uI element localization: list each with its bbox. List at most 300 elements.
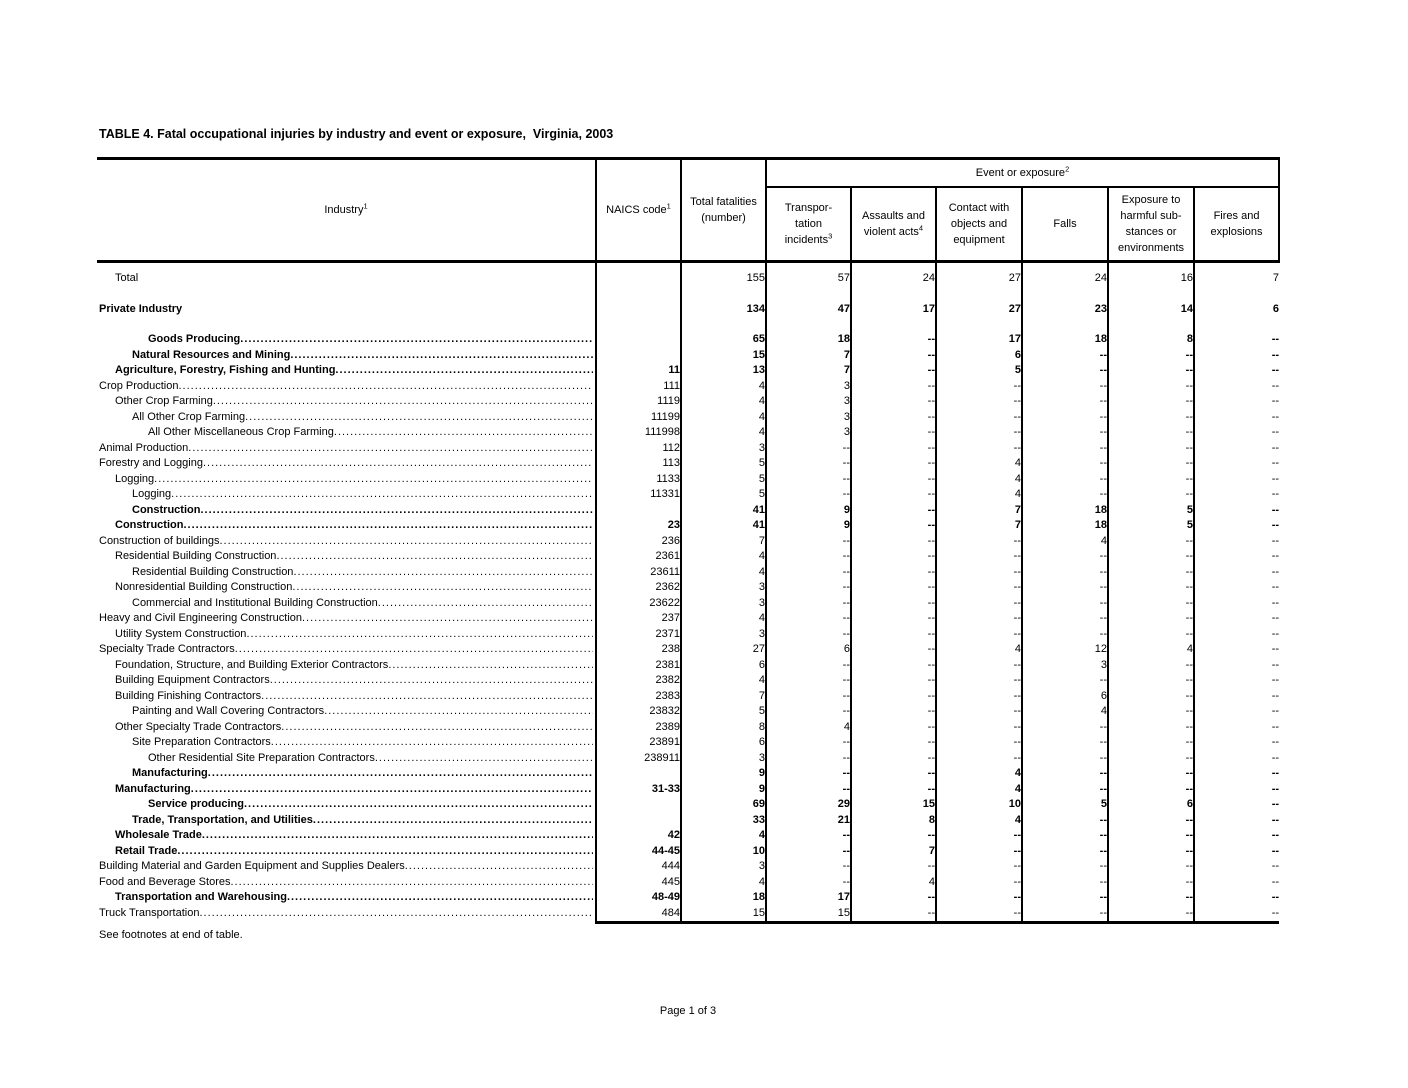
value-cell-assaults: -- [851, 394, 936, 410]
table-row [97, 844, 1279, 860]
value-cell-exposure: -- [1108, 751, 1194, 767]
dot-leader [334, 425, 593, 441]
dot-leader [203, 456, 593, 472]
value-cell-assaults: -- [851, 751, 936, 767]
value-cell-contact: 5 [936, 363, 1022, 379]
industry-label: Building Finishing Contractors [115, 689, 262, 702]
value-cell-assaults: 4 [851, 875, 936, 891]
value-cell-assaults: -- [851, 425, 936, 441]
industry-label: Nonresidential Building Construction [115, 581, 293, 593]
value-cell-exposure: -- [1108, 596, 1194, 612]
footnote-marker-3: 3 [828, 231, 833, 241]
table-row [97, 720, 1279, 736]
value-cell-fires: -- [1194, 704, 1279, 720]
naics-cell: 238911 [596, 751, 681, 767]
value-cell-transportation: 9 [766, 518, 851, 534]
industry-cell [97, 332, 596, 348]
value-cell-exposure: -- [1108, 813, 1194, 829]
dot-leader [324, 704, 593, 720]
value-cell-contact: -- [936, 673, 1022, 689]
value-cell-total: 7 [681, 534, 766, 550]
value-cell-fires: -- [1194, 596, 1279, 612]
naics-cell: 1119 [596, 394, 681, 410]
value-cell-exposure: -- [1108, 472, 1194, 488]
value-cell-transportation: -- [766, 487, 851, 503]
value-cell-exposure: -- [1108, 456, 1194, 472]
value-cell-falls: 4 [1022, 704, 1108, 720]
industry-cell-content [97, 503, 595, 519]
value-cell-total: 4 [681, 410, 766, 426]
dot-leader [246, 627, 593, 643]
value-cell-total: 4 [681, 549, 766, 565]
col-header-event-group [766, 159, 1279, 188]
spacer-cell [1194, 262, 1279, 272]
industry-cell [97, 487, 596, 503]
value-cell-falls: -- [1022, 627, 1108, 643]
industry-cell-content [97, 859, 595, 875]
industry-label: Trade, Transportation, and Utilities [132, 813, 313, 826]
industry-cell-content [97, 735, 595, 751]
naics-cell: 23 [596, 518, 681, 534]
value-cell-total: 15 [681, 348, 766, 364]
value-cell-total: 41 [681, 503, 766, 519]
value-cell-fires: -- [1194, 689, 1279, 705]
value-cell-exposure: -- [1108, 689, 1194, 705]
value-cell-total: 6 [681, 658, 766, 674]
industry-label: Forestry and Logging [99, 457, 203, 469]
dot-leader [290, 348, 593, 364]
naics-cell: 23622 [596, 596, 681, 612]
value-cell-total: 134 [681, 302, 766, 318]
industry-cell-content [97, 332, 595, 348]
col-header-total-line1: Total fatalities [690, 196, 757, 208]
value-cell-assaults: -- [851, 720, 936, 736]
industry-cell [97, 828, 596, 844]
col-header-industry [97, 159, 596, 262]
value-cell-assaults: -- [851, 503, 936, 519]
header-row-1 [97, 159, 1279, 188]
value-cell-transportation: -- [766, 828, 851, 844]
value-cell-exposure: 16 [1108, 271, 1194, 287]
industry-label: Natural Resources and Mining [132, 348, 291, 361]
value-cell-exposure: -- [1108, 379, 1194, 395]
dot-leader [202, 828, 593, 844]
naics-cell: 445 [596, 875, 681, 891]
table-row [97, 565, 1279, 581]
value-cell-exposure: 5 [1108, 503, 1194, 519]
industry-cell-content [97, 704, 595, 720]
value-cell-assaults: 17 [851, 302, 936, 318]
value-cell-contact: -- [936, 751, 1022, 767]
value-cell-contact: -- [936, 875, 1022, 891]
naics-cell [596, 348, 681, 364]
value-cell-falls: -- [1022, 782, 1108, 798]
value-cell-assaults: -- [851, 410, 936, 426]
value-cell-transportation: -- [766, 689, 851, 705]
value-cell-contact: 4 [936, 487, 1022, 503]
value-cell-exposure: -- [1108, 735, 1194, 751]
col-header-total-line2: (number) [701, 212, 746, 224]
value-cell-assaults: -- [851, 332, 936, 348]
value-cell-exposure: -- [1108, 441, 1194, 457]
dot-leader [378, 596, 593, 612]
industry-cell [97, 766, 596, 782]
table-title-text: TABLE 4. Fatal occupational injuries by industry and event or exposure, Virginia, 2003 [99, 127, 614, 141]
value-cell-exposure: -- [1108, 425, 1194, 441]
naics-cell: 31-33 [596, 782, 681, 798]
value-cell-falls: -- [1022, 751, 1108, 767]
footnote-marker-2: 2 [1065, 164, 1070, 174]
table-row [97, 503, 1279, 519]
naics-cell [596, 503, 681, 519]
table-row [97, 627, 1279, 643]
dot-leader [261, 689, 593, 705]
value-cell-assaults: -- [851, 859, 936, 875]
industry-cell-content [97, 611, 595, 627]
value-cell-assaults: -- [851, 890, 936, 906]
dot-leader [293, 565, 593, 581]
value-cell-contact: 17 [936, 332, 1022, 348]
value-cell-assaults: 7 [851, 844, 936, 860]
value-cell-total: 27 [681, 642, 766, 658]
table-row [97, 766, 1279, 782]
value-cell-fires: 6 [1194, 302, 1279, 318]
dot-leader [235, 642, 593, 658]
industry-label: Construction [132, 503, 201, 516]
value-cell-assaults: -- [851, 472, 936, 488]
value-cell-contact: -- [936, 425, 1022, 441]
col-header-exposure-harmful-substances: Exposure to harmful sub- stances or environments [1108, 187, 1194, 262]
naics-cell [596, 797, 681, 813]
value-cell-assaults: -- [851, 704, 936, 720]
value-cell-transportation: 29 [766, 797, 851, 813]
table-row [97, 379, 1279, 395]
industry-cell [97, 751, 596, 767]
table-title [99, 127, 613, 141]
value-cell-total: 15 [681, 906, 766, 923]
dot-leader [281, 720, 593, 736]
value-cell-contact: -- [936, 394, 1022, 410]
value-cell-total: 155 [681, 271, 766, 287]
table-row [97, 410, 1279, 426]
value-cell-assaults: -- [851, 642, 936, 658]
value-cell-falls: 18 [1022, 332, 1108, 348]
value-cell-exposure: -- [1108, 348, 1194, 364]
industry-cell [97, 875, 596, 891]
value-cell-total: 3 [681, 751, 766, 767]
industry-label: Manufacturing [132, 767, 208, 779]
industry-cell [97, 302, 596, 318]
spacer-cell [936, 287, 1022, 302]
industry-cell-content [97, 875, 595, 891]
spacer-cell [851, 262, 936, 272]
industry-cell [97, 394, 596, 410]
value-cell-transportation: -- [766, 611, 851, 627]
value-cell-falls: 18 [1022, 503, 1108, 519]
value-cell-transportation: -- [766, 565, 851, 581]
industry-cell-content [97, 518, 595, 534]
value-cell-contact: -- [936, 441, 1022, 457]
value-cell-exposure: -- [1108, 394, 1194, 410]
industry-label: Logging [132, 488, 172, 500]
value-cell-assaults: -- [851, 673, 936, 689]
spacer-cell [851, 287, 936, 302]
value-cell-exposure: -- [1108, 828, 1194, 844]
industry-label: Private Industry [99, 302, 183, 315]
col-header-total-fatalities [681, 159, 766, 262]
industry-label: Agriculture, Forestry, Fishing and Hunting [115, 364, 336, 376]
value-cell-assaults: -- [851, 487, 936, 503]
naics-cell: 23832 [596, 704, 681, 720]
industry-cell [97, 704, 596, 720]
table-row [97, 782, 1279, 798]
spacer-cell [1194, 287, 1279, 302]
dot-leader [171, 487, 593, 503]
dot-leader [405, 859, 593, 875]
spacer-row [97, 262, 1279, 272]
industry-cell [97, 565, 596, 581]
value-cell-exposure: -- [1108, 627, 1194, 643]
value-cell-contact: -- [936, 580, 1022, 596]
value-cell-transportation: 4 [766, 720, 851, 736]
col-header-transportation-incidents: Transpor- tation incidents$^3$ [766, 187, 851, 262]
value-cell-transportation: -- [766, 596, 851, 612]
dot-leader [188, 441, 593, 457]
value-cell-contact: 27 [936, 302, 1022, 318]
value-cell-assaults: -- [851, 379, 936, 395]
value-cell-total: 3 [681, 596, 766, 612]
value-cell-falls: -- [1022, 549, 1108, 565]
industry-label: Wholesale Trade [115, 829, 202, 841]
industry-cell [97, 735, 596, 751]
value-cell-fires: -- [1194, 813, 1279, 829]
table-row [97, 425, 1279, 441]
value-cell-transportation: -- [766, 580, 851, 596]
industry-cell [97, 611, 596, 627]
value-cell-exposure: -- [1108, 534, 1194, 550]
value-cell-falls: -- [1022, 425, 1108, 441]
naics-cell: 236 [596, 534, 681, 550]
industry-label: Foundation, Structure, and Building Exterior Contractors [115, 658, 389, 671]
footnote-marker-4: 4 [918, 223, 924, 233]
value-cell-transportation: -- [766, 704, 851, 720]
value-cell-contact: 4 [936, 782, 1022, 798]
value-cell-falls: -- [1022, 673, 1108, 689]
value-cell-fires: -- [1194, 751, 1279, 767]
industry-cell-content [97, 534, 595, 550]
value-cell-transportation: -- [766, 766, 851, 782]
naics-cell: 238 [596, 642, 681, 658]
industry-cell-content [97, 410, 595, 426]
table-row [97, 859, 1279, 875]
value-cell-exposure: -- [1108, 782, 1194, 798]
value-cell-assaults: -- [851, 348, 936, 364]
table-row [97, 875, 1279, 891]
value-cell-transportation: 3 [766, 410, 851, 426]
dot-leader [240, 332, 593, 348]
value-cell-falls: -- [1022, 906, 1108, 923]
industry-cell-content [97, 394, 595, 410]
value-cell-falls: -- [1022, 441, 1108, 457]
value-cell-assaults: -- [851, 580, 936, 596]
industry-cell [97, 890, 596, 906]
industry-cell-content [97, 363, 595, 379]
value-cell-transportation: 6 [766, 642, 851, 658]
dot-leader [208, 766, 593, 782]
spacer-cell [681, 262, 766, 272]
table-row [97, 487, 1279, 503]
value-cell-assaults: -- [851, 441, 936, 457]
industry-cell [97, 580, 596, 596]
industry-cell [97, 441, 596, 457]
industry-cell [97, 534, 596, 550]
industry-cell [97, 410, 596, 426]
value-cell-fires: -- [1194, 425, 1279, 441]
industry-cell [97, 596, 596, 612]
industry-label: Food and Beverage Stores [99, 875, 231, 888]
value-cell-contact: 7 [936, 518, 1022, 534]
dot-leader [292, 580, 593, 596]
value-cell-assaults: -- [851, 518, 936, 534]
industry-label: Other Crop Farming [115, 395, 213, 407]
industry-label: Construction [115, 519, 184, 531]
industry-cell-content [97, 549, 595, 565]
industry-label: Residential Building Construction [115, 550, 277, 562]
naics-cell: 111998 [596, 425, 681, 441]
industry-cell [97, 425, 596, 441]
value-cell-contact: 7 [936, 503, 1022, 519]
industry-label: Other Specialty Trade Contractors [115, 720, 282, 733]
value-cell-fires: -- [1194, 534, 1279, 550]
value-cell-assaults: -- [851, 596, 936, 612]
value-cell-fires: -- [1194, 565, 1279, 581]
dot-leader [230, 875, 593, 891]
industry-label: Manufacturing [115, 782, 191, 795]
value-cell-exposure: -- [1108, 859, 1194, 875]
industry-cell [97, 782, 596, 798]
industry-cell [97, 379, 596, 395]
value-cell-exposure: -- [1108, 658, 1194, 674]
value-cell-total: 4 [681, 565, 766, 581]
value-cell-contact: -- [936, 828, 1022, 844]
value-cell-exposure: -- [1108, 844, 1194, 860]
value-cell-exposure: -- [1108, 363, 1194, 379]
industry-cell-content [97, 642, 595, 658]
value-cell-total: 4 [681, 611, 766, 627]
industry-label: Site Preparation Contractors [132, 736, 271, 748]
industry-label: All Other Crop Farming [132, 410, 246, 423]
value-cell-fires: -- [1194, 394, 1279, 410]
industry-cell-content [97, 813, 595, 829]
spacer-cell [681, 287, 766, 302]
value-cell-exposure: -- [1108, 720, 1194, 736]
value-cell-contact: -- [936, 704, 1022, 720]
table-row [97, 689, 1279, 705]
dot-leader [270, 673, 593, 689]
table-row [97, 332, 1279, 348]
industry-label: Truck Transportation [99, 907, 200, 920]
value-cell-assaults: -- [851, 828, 936, 844]
value-cell-exposure: -- [1108, 611, 1194, 627]
naics-cell: 111 [596, 379, 681, 395]
col-header-assaults-violent-acts: Assaults and violent acts$^4$ [851, 187, 936, 262]
industry-cell-content [97, 782, 595, 798]
value-cell-transportation: 15 [766, 906, 851, 923]
value-cell-falls: 4 [1022, 534, 1108, 550]
dot-leader [287, 890, 593, 906]
value-cell-contact: -- [936, 735, 1022, 751]
value-cell-falls: -- [1022, 720, 1108, 736]
industry-cell [97, 797, 596, 813]
industry-cell-content [97, 673, 595, 689]
table-row [97, 751, 1279, 767]
naics-cell: 2383 [596, 689, 681, 705]
value-cell-exposure: 8 [1108, 332, 1194, 348]
naics-cell [596, 332, 681, 348]
value-cell-transportation: -- [766, 875, 851, 891]
value-cell-fires: -- [1194, 472, 1279, 488]
table-row [97, 271, 1279, 287]
col-header-naics [596, 159, 681, 262]
industry-label: All Other Miscellaneous Crop Farming [148, 426, 334, 438]
page-number: Page 1 of 3 [659, 1005, 717, 1017]
value-cell-contact: 27 [936, 271, 1022, 287]
value-cell-falls: -- [1022, 410, 1108, 426]
value-cell-total: 4 [681, 875, 766, 891]
value-cell-exposure: -- [1108, 704, 1194, 720]
industry-label: Building Material and Garden Equipment and Supplies Dealers [99, 860, 405, 872]
table-row [97, 673, 1279, 689]
industry-cell [97, 813, 596, 829]
value-cell-contact: -- [936, 596, 1022, 612]
naics-cell [596, 271, 681, 287]
value-cell-total: 33 [681, 813, 766, 829]
value-cell-contact: 4 [936, 456, 1022, 472]
value-cell-assaults: -- [851, 735, 936, 751]
spacer-cell [851, 317, 936, 332]
value-cell-falls: -- [1022, 348, 1108, 364]
industry-cell [97, 673, 596, 689]
naics-cell: 23611 [596, 565, 681, 581]
industry-label: Utility System Construction [115, 627, 247, 640]
dot-leader [388, 658, 593, 674]
spacer-cell [766, 317, 851, 332]
value-cell-exposure: 14 [1108, 302, 1194, 318]
naics-cell: 11331 [596, 487, 681, 503]
industry-label: Construction of buildings [99, 534, 220, 547]
value-cell-falls: -- [1022, 766, 1108, 782]
spacer-cell [596, 262, 681, 272]
industry-cell [97, 456, 596, 472]
value-cell-assaults: -- [851, 766, 936, 782]
value-cell-transportation: -- [766, 673, 851, 689]
value-cell-exposure: -- [1108, 410, 1194, 426]
naics-cell: 1133 [596, 472, 681, 488]
value-cell-transportation: -- [766, 627, 851, 643]
table-row [97, 611, 1279, 627]
value-cell-assaults: -- [851, 534, 936, 550]
dot-leader [213, 394, 593, 410]
value-cell-transportation: 17 [766, 890, 851, 906]
value-cell-contact: 4 [936, 472, 1022, 488]
industry-cell-content [97, 302, 595, 318]
value-cell-exposure: -- [1108, 875, 1194, 891]
value-cell-contact: -- [936, 859, 1022, 875]
value-cell-exposure: 5 [1108, 518, 1194, 534]
spacer-cell [1022, 262, 1108, 272]
industry-cell-content [97, 379, 595, 395]
industry-label: Crop Production [99, 379, 179, 392]
